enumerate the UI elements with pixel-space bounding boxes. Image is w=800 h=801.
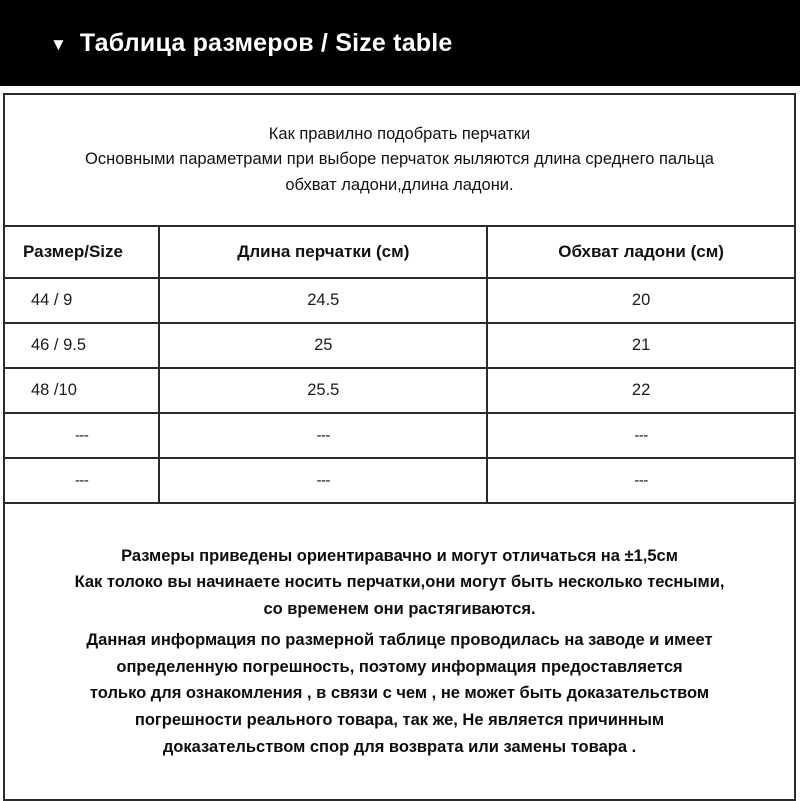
column-header-girth: Обхват ладони (см) xyxy=(487,226,795,278)
disclaimer-line: Как толоко вы начинаете носить перчатки,они могут быть несколько тесными, xyxy=(74,573,725,592)
cell-length: 24.5 xyxy=(159,278,487,323)
cell-girth: 20 xyxy=(487,278,795,323)
intro-line: Как правилно подобрать перчатки xyxy=(268,124,531,143)
column-header-size: Размер/Size xyxy=(4,226,159,278)
cell-size: --- xyxy=(4,458,159,503)
disclaimer-line: только для ознакомления , в связи с чем , не может быть доказательством xyxy=(89,684,710,703)
disclaimer-block xyxy=(4,503,795,800)
intro-line: обхват ладони,длина ладони. xyxy=(285,175,514,194)
cell-girth: --- xyxy=(487,458,795,503)
size-table xyxy=(3,93,796,801)
table-row xyxy=(4,413,795,458)
table-row xyxy=(4,278,795,323)
cell-size: --- xyxy=(4,413,159,458)
table-row xyxy=(4,368,795,413)
disclaimer-line: Данная информация по размерной таблице проводилась на заводе и имеет xyxy=(86,630,713,649)
cell-size: 46 / 9.5 xyxy=(4,323,159,368)
intro-block xyxy=(4,94,795,226)
header-bar xyxy=(0,0,800,86)
triangle-down-icon[interactable]: ▼ xyxy=(50,34,67,54)
page-title: Таблица размеров / Size table xyxy=(79,28,453,57)
cell-length: --- xyxy=(159,413,487,458)
cell-girth: --- xyxy=(487,413,795,458)
disclaimer-line: доказательством спор для возврата или замены товара . xyxy=(162,737,637,756)
disclaimer-line: определенную погрешность, поэтому информация предоставляется xyxy=(116,657,683,676)
table-row xyxy=(4,458,795,503)
table-row xyxy=(4,323,795,368)
intro-line: Основными параметрами при выборе перчаток яыляются длина среднего пальца xyxy=(85,150,714,169)
column-header-length: Длина перчатки (см) xyxy=(159,226,487,278)
disclaimer-line: со временем они растягиваются. xyxy=(263,600,536,619)
cell-girth: 21 xyxy=(487,323,795,368)
table-header-row xyxy=(4,226,795,278)
intro-row xyxy=(4,94,795,226)
cell-length: 25.5 xyxy=(159,368,487,413)
disclaimer-line: погрешности реального товара, так же, Не является причинным xyxy=(134,710,665,729)
cell-girth: 22 xyxy=(487,368,795,413)
cell-length: --- xyxy=(159,458,487,503)
cell-size: 48 /10 xyxy=(4,368,159,413)
footer-row xyxy=(4,503,795,800)
cell-size: 44 / 9 xyxy=(4,278,159,323)
disclaimer-line: Размеры приведены ориентиравачно и могут отличаться на ±1,5см xyxy=(121,546,678,565)
cell-length: 25 xyxy=(159,323,487,368)
